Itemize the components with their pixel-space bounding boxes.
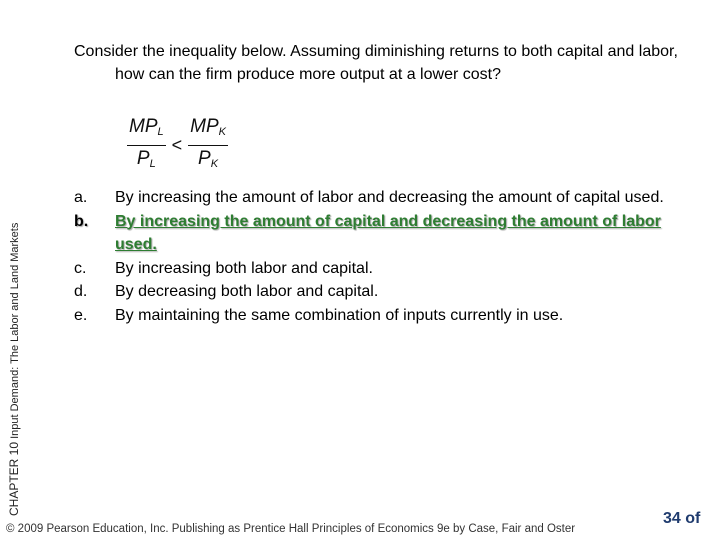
chapter-number: CHAPTER 10 [7,441,21,516]
option-letter: e. [74,306,88,324]
chapter-title: Input Demand: The Labor and Land Markets [9,222,21,439]
option-letter: b. [74,212,89,230]
option-text: By increasing the amount of capital and decreasing the amount of labor used. [115,212,661,253]
answer-options [74,186,674,327]
option-letter: a. [74,189,88,206]
option-text: By increasing both labor and capital. [115,259,373,277]
option-text: By maintaining the same combination of inputs currently in use. [115,306,564,324]
right-denominator: $P_K$ [198,148,219,170]
right-numerator: $MP_K$ [188,116,228,146]
option-d [74,280,674,304]
option-c [74,257,674,281]
option-a [74,186,674,210]
less-than-operator: < [171,135,183,155]
left-denominator: $P_L$ [136,148,156,170]
option-text: By increasing the amount of labor and decreasing the amount of capital used. [115,189,664,206]
left-numerator: $MP_L$ [127,116,166,146]
option-letter: d. [74,283,88,300]
question-text: Consider the inequality below. Assuming diminishing returns to both capital and labor, how can the firm produce more output at a lower cost? [74,43,678,83]
left-fraction [127,116,166,175]
option-text: By decreasing both labor and capital. [115,283,379,300]
right-fraction [188,116,228,175]
option-b-correct [74,210,674,257]
page-number: 34 of [663,510,701,527]
chapter-side-label [8,223,22,516]
inequality-formula [127,116,228,175]
copyright-footer: © 2009 Pearson Education, Inc. Publishing as Prentice Hall Principles of Economics 9e by Case, Fair and Oster [6,523,576,535]
option-letter: c. [74,259,87,277]
option-e [74,304,674,328]
